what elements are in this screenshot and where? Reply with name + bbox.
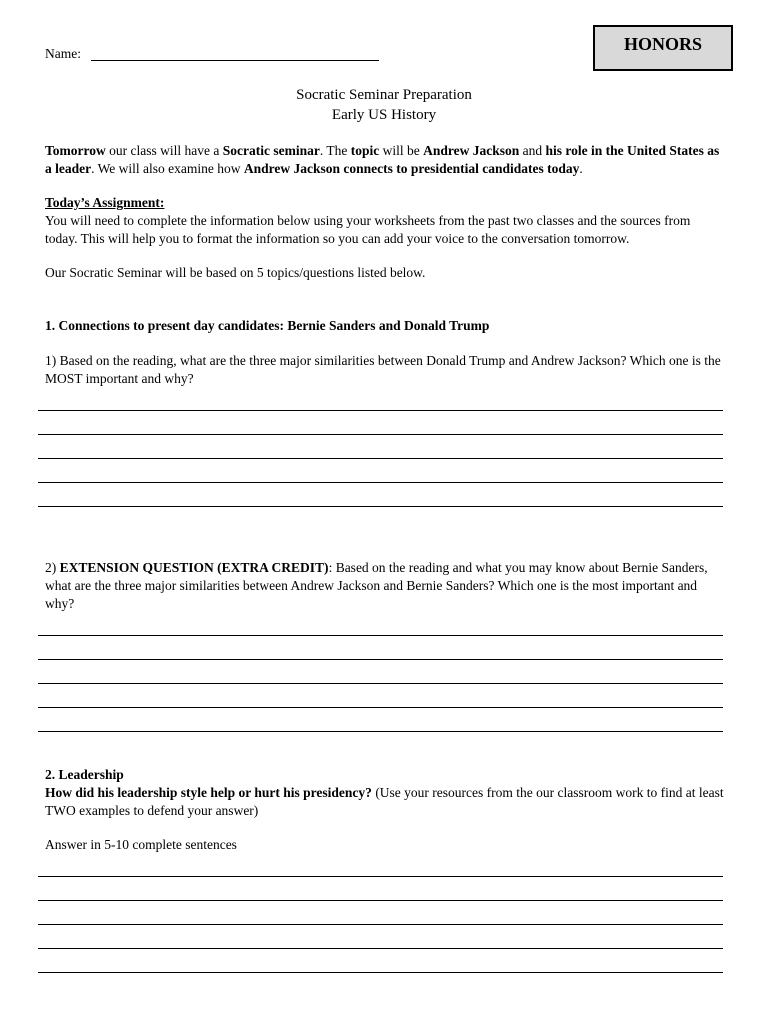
section-1-heading: 1. Connections to present day candidates: Bernie Sanders and Donald Trump: [45, 318, 490, 333]
name-field-line[interactable]: [91, 60, 379, 61]
question-2-prefix: 2): [45, 560, 60, 575]
intro-text-11: Andrew Jackson connects to presidential candidates today: [243, 161, 580, 176]
leadership-question-bold: How did his leadership style help or hurt his presidency?: [45, 785, 372, 800]
leadership-question-text: (Use your resources from the our classroom work to find at least TWO examples to defend your answer): [45, 785, 724, 818]
intro-paragraph: [45, 142, 725, 178]
intro-text-3: Socratic seminar: [222, 143, 320, 158]
answer-line[interactable]: [38, 635, 723, 636]
answer-line[interactable]: [38, 659, 723, 660]
question-1: 1) Based on the reading, what are the three major similarities between Donald Trump and Andrew Jackson? Which one is the MOST important and why?: [45, 353, 721, 386]
document-title: Socratic Seminar Preparation: [296, 87, 472, 103]
intro-text-6: will be: [379, 143, 424, 158]
answer-line[interactable]: [38, 924, 723, 925]
answer-line[interactable]: [38, 458, 723, 459]
answer-line[interactable]: [38, 900, 723, 901]
answer-line[interactable]: [38, 707, 723, 708]
intro-text-5: topic: [350, 143, 380, 158]
intro-text-7: Andrew Jackson: [423, 143, 520, 158]
answer-line[interactable]: [38, 410, 723, 411]
question-2-text: : Based on the reading and what you may know about Bernie Sanders, what are the three major similarities between Andrew Jackson and Bernie Sanders? Which one is the most important and why?: [45, 560, 708, 611]
assignment-heading: Today’s Assignment:: [45, 195, 165, 210]
intro-text-10: . We will also examine how: [91, 161, 244, 176]
answer-line[interactable]: [38, 731, 723, 732]
answer-line[interactable]: [38, 876, 723, 877]
answer-line[interactable]: [38, 506, 723, 507]
intro-text-1: Tomorrow: [45, 143, 106, 158]
answer-line[interactable]: [38, 482, 723, 483]
assignment-body: You will need to complete the information below using your worksheets from the past two classes and the sources from today. This will help you to format the information so you can add your voice to the conversation tomorrow.: [45, 213, 691, 246]
leadership-question: [45, 784, 725, 820]
intro-text-12: .: [579, 161, 583, 176]
extension-label: EXTENSION QUESTION (EXTRA CREDIT): [59, 560, 329, 575]
question-2: [45, 559, 725, 613]
intro-text-2: our class will have a: [105, 143, 223, 158]
answer-line[interactable]: [38, 972, 723, 973]
name-label: Name:: [45, 46, 81, 61]
answer-line[interactable]: [38, 434, 723, 435]
answer-line[interactable]: [38, 948, 723, 949]
section-2-heading: 2. Leadership: [45, 767, 124, 782]
answer-line[interactable]: [38, 683, 723, 684]
intro-text-4: . The: [319, 143, 351, 158]
document-subtitle: Early US History: [331, 107, 437, 123]
intro-text-9: his role in the United States as a leader: [45, 143, 720, 176]
seminar-note: Our Socratic Seminar will be based on 5 topics/questions listed below.: [45, 265, 426, 280]
answer-instruction: Answer in 5-10 complete sentences: [45, 837, 237, 852]
honors-badge: HONORS: [593, 25, 733, 71]
intro-text-8: and: [519, 143, 546, 158]
